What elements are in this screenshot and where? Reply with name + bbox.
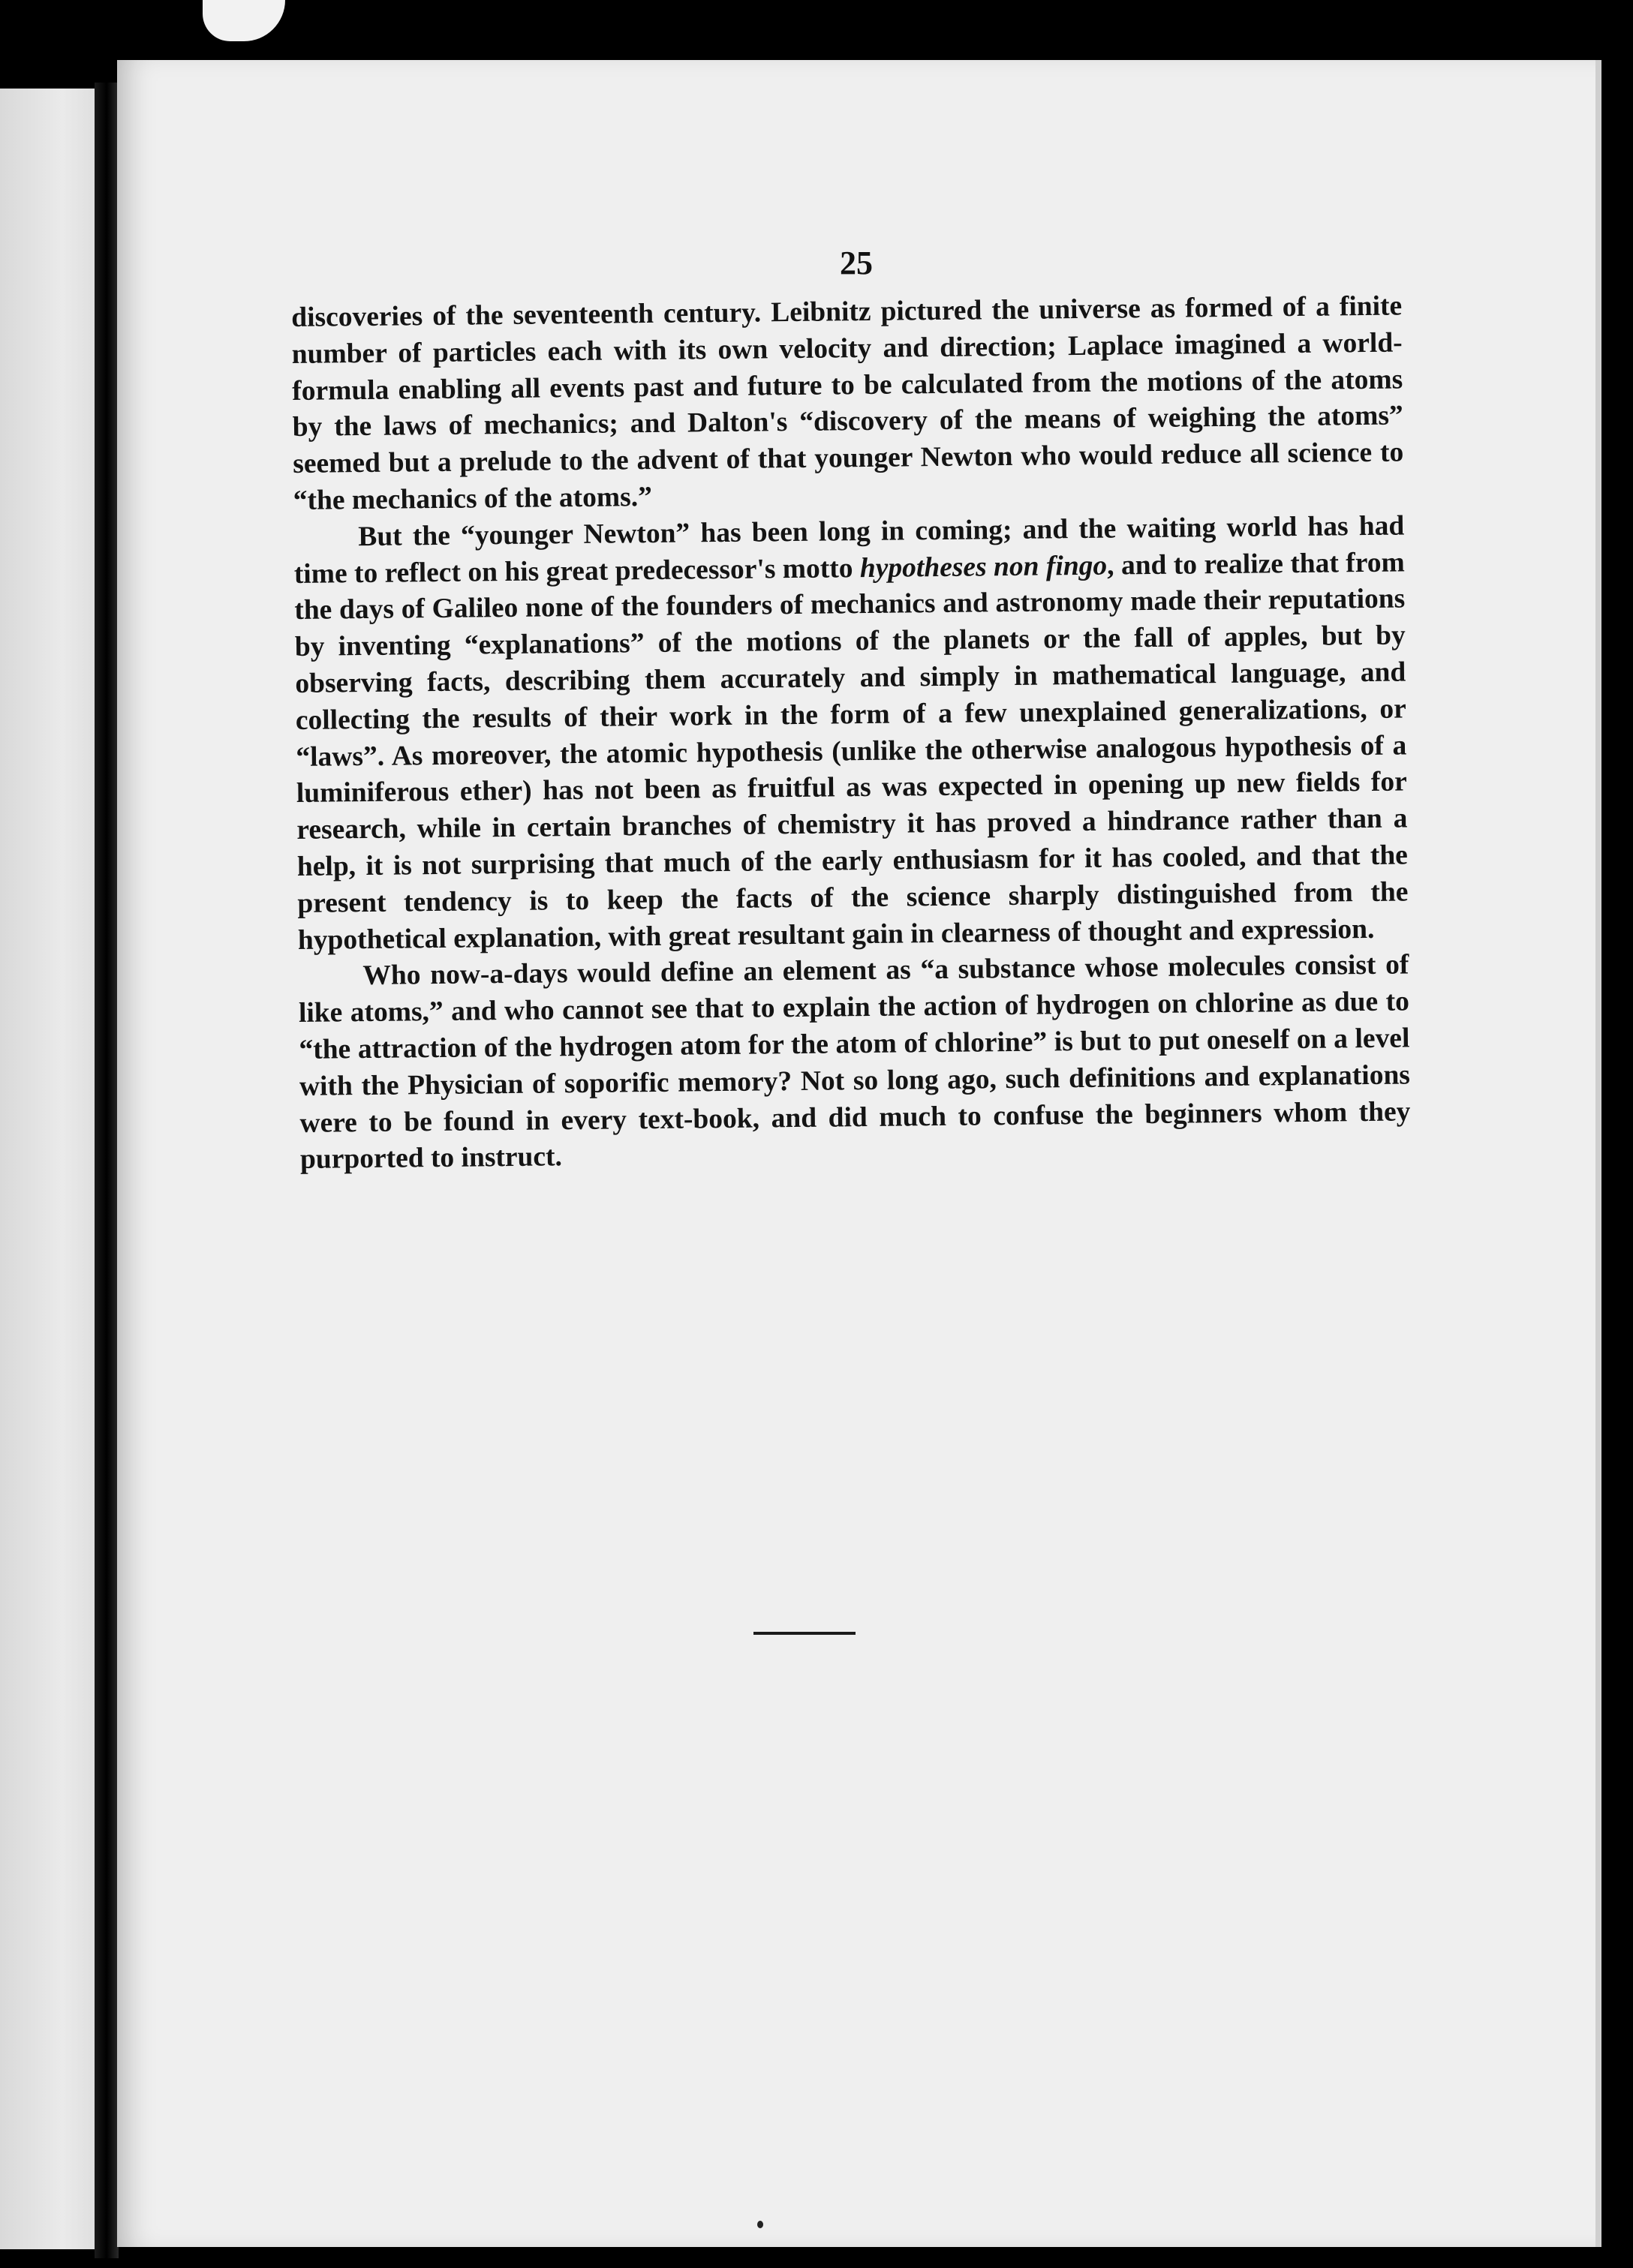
latin-motto: hypotheses non fingo [859, 550, 1108, 584]
paragraph-3: Who now-a-days would define an element as “a substance whose molecules consist of like atoms,” and who cannot see that to explain the action of hydrogen on chlorine as due to “the attraction of the hydrogen atom for the atom of chlorine” is but to put oneself on a level with the Physician of soporific memory? Not so long ago, such definitions and explanations were to be found in every text-book, and did much to confuse the beginners whom they purported to instruct. [298, 949, 1411, 1176]
bottom-dot [757, 2221, 763, 2228]
paragraph-1: discoveries of the seventeenth century. Leibnitz pictured the universe as formed of a finite number of particles each with its own velocity and direction; Laplace imagined a world-formula enabling all events past and future to be calculated from the motions of the atoms by the laws of mechanics; and Dalton's “discovery of the means of weighing the atoms” seemed but a prelude to the advent of that younger Newton who would reduce all science to “the mechanics of the atoms.” [291, 290, 1404, 516]
paragraph-2-start: But the “younger Newton” has been long in coming; and the waiting world has had time to reflect on his great predecessor's motto [293, 510, 1405, 590]
paragraph-2-rest: , and to realize that from the days of Galileo none of the founders of mechanics and astronomy made their reputations by inventing “explanations” of the motions of the planets or the fall of apples, but by observing facts, describing them accurately and simply in mathematical language, and collecting the results of their work in the form of a few unexplained generalizations, or “laws”. As moreover, the atomic hypothesis (unlike the otherwise analogous hypothesis of a luminiferous ether) has not been as fruitful as was expected in opening up new fields for research, while in certain branches of chemistry it has proved a hindrance rather than a help, it is not surprising that much of the early enthusiasm for it has cooled, and that the present tendency is to keep the facts of the science sharply distinguished from the hypothetical explanation, with great resultant gain in clearness of thought and expression. [294, 547, 1409, 956]
body-text [291, 289, 1411, 1179]
book-page [117, 60, 1601, 2247]
section-end-rule [753, 1632, 856, 1635]
previous-page-edge [0, 89, 104, 2249]
page-number: 25 [840, 245, 873, 281]
book-binding [95, 83, 119, 2258]
scan-artifact [203, 0, 285, 41]
paragraph-2 [293, 508, 1409, 959]
